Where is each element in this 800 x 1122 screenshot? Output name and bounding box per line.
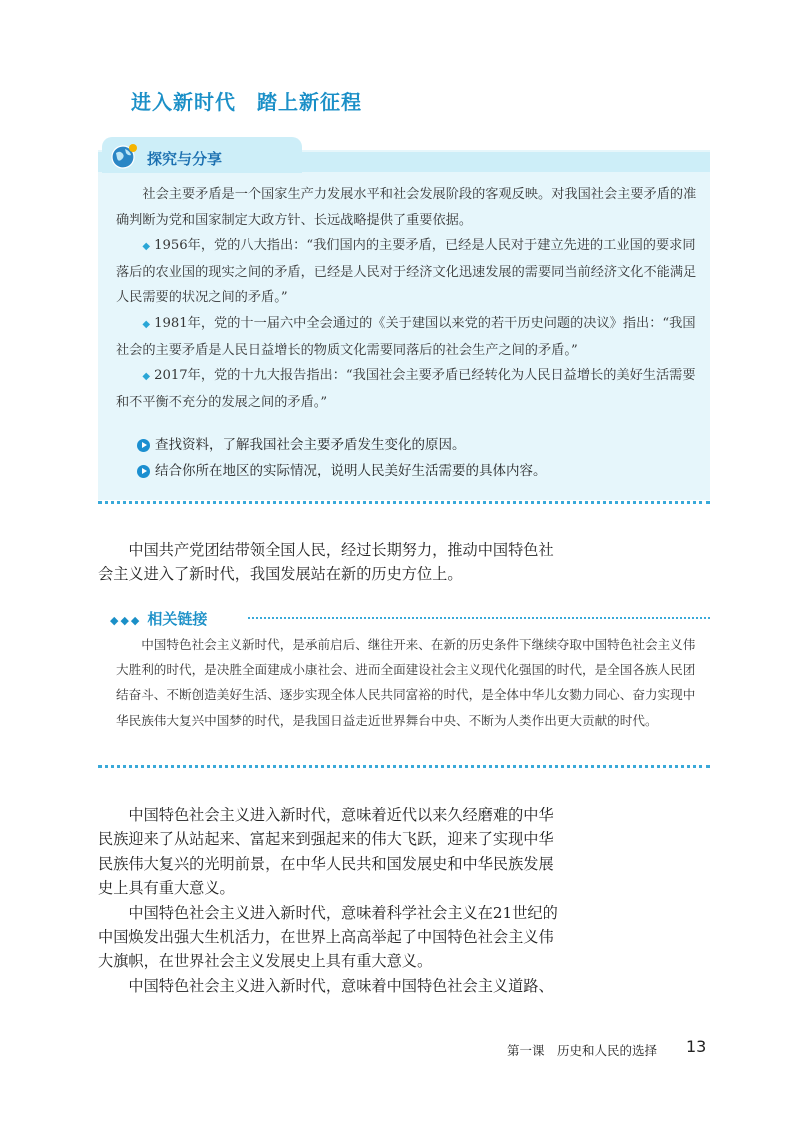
diamond-bullet-icon: ◆ <box>142 371 151 383</box>
main-body <box>98 803 558 998</box>
chapter-footer: 第一课 历史和人民的选择 <box>507 1043 658 1058</box>
diamonds-icon: ◆◆◆ <box>110 614 142 627</box>
arrow-bullet-icon <box>137 439 150 452</box>
explore-item: ◆ 1956年，党的八大指出：“我们国内的主要矛盾，已经是人民对于建立先进的工业国的要求同落后的农业国的现实之间的矛盾，已经是人民对于经济文化迅速发展的需要同当前经济文化不能满足人民需要的状况之间的矛盾。” <box>116 238 697 306</box>
related-link-text: 中国特色社会主义新时代，是承前启后、继往开来、在新的历史条件下继续夺取中国特色社会主义伟大胜利的时代，是决胜全面建成小康社会、进而全面建设社会主义现代化强国的时代，是全国各族人民团结奋斗、不断创造美好生活、逐步实现全体人民共同富裕的时代，是全体中华儿女勠力同心、奋力实现中华民族伟大复兴中国梦的时代，是我国日益走近世界舞台中央、不断为人类作出更大贡献的时代。 <box>116 637 696 728</box>
related-header-line <box>248 617 710 619</box>
diamond-bullet-icon: ◆ <box>142 241 151 253</box>
task-item: 查找资料，了解我国社会主要矛盾发生变化的原因。 <box>137 432 547 458</box>
explore-label: 探究与分享 <box>147 150 223 168</box>
arrow-bullet-icon <box>137 465 150 478</box>
explore-text <box>116 182 700 415</box>
body-paragraph: 中国特色社会主义进入新时代，意味着近代以来久经磨难的中华民族迎来了从站起来、富起来到强起来的伟大飞跃，迎来了实现中华民族伟大复兴的光明前景，在中华人民共和国发展史和中华民族发展史上具有重大意义。 <box>98 806 554 898</box>
explore-tasks <box>137 432 547 484</box>
related-link-header: ◆◆◆ 相关链接 <box>110 610 208 628</box>
explore-divider <box>98 501 710 504</box>
intro-paragraph: 中国共产党团结带领全国人民，经过长期努力，推动中国特色社会主义进入了新时代，我国发展站在新的历史方位上。 <box>98 541 554 584</box>
explore-item: ◆ 1981年，党的十一届六中全会通过的《关于建国以来党的若干历史问题的决议》指出：“我国社会的主要矛盾是人民日益增长的物质文化需要同落后的社会生产之间的矛盾。” <box>116 315 696 358</box>
body-paragraph: 中国特色社会主义进入新时代，意味着中国特色社会主义道路、 <box>128 976 554 995</box>
body-paragraph: 中国特色社会主义进入新时代，意味着科学社会主义在21世纪的中国焕发出强大生机活力，在世界上高高举起了中国特色社会主义伟大旗帜，在世界社会主义发展史上具有重大意义。 <box>98 903 558 971</box>
task-item: 结合你所在地区的实际情况，说明人民美好生活需要的具体内容。 <box>137 458 547 484</box>
explore-globe-icon <box>108 140 140 172</box>
section-title: 进入新时代 踏上新征程 <box>131 90 362 114</box>
diamond-bullet-icon: ◆ <box>142 318 151 330</box>
explore-item: ◆ 2017年，党的十九大报告指出：“我国社会主要矛盾已经转化为人民日益增长的美好生活需要和不平衡不充分的发展之间的矛盾。” <box>116 368 696 410</box>
page-number: 13 <box>686 1037 707 1056</box>
explore-intro: 社会主要矛盾是一个国家生产力发展水平和社会发展阶段的客观反映。对我国社会主要矛盾的准确判断为党和国家制定大政方针、长远战略提供了重要依据。 <box>116 187 697 228</box>
related-divider <box>98 765 710 768</box>
